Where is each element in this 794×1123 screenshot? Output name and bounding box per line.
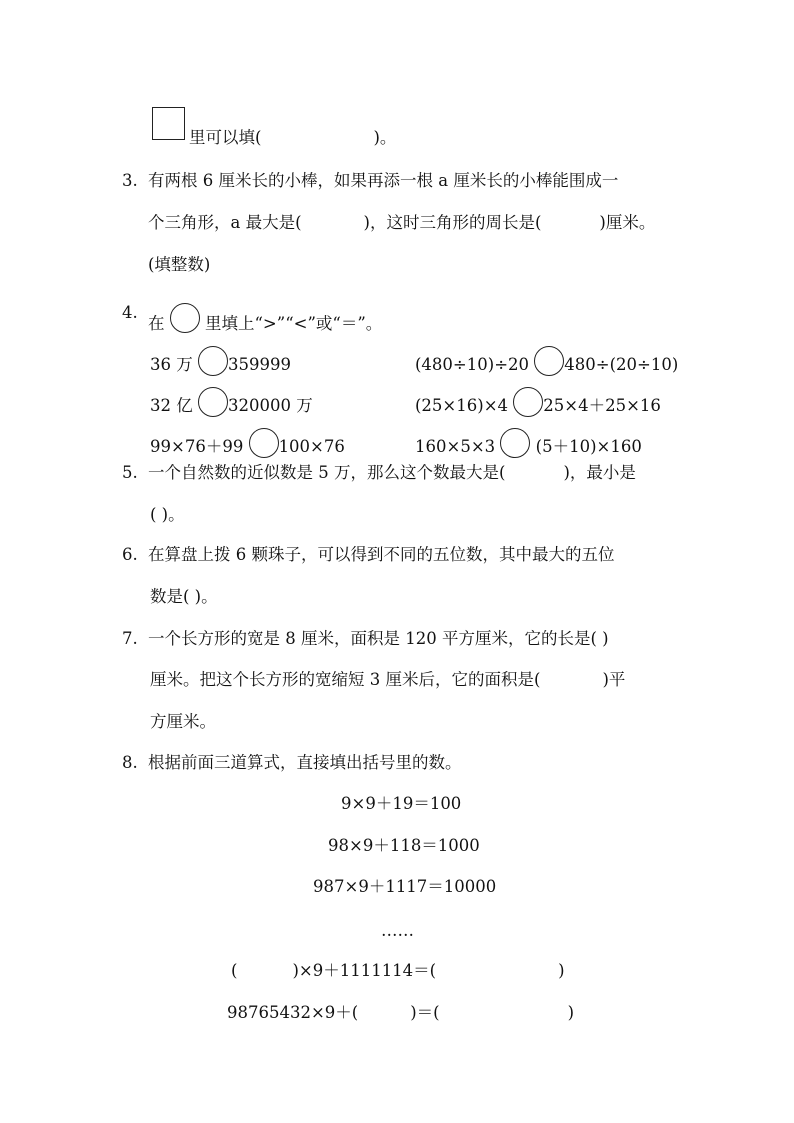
q3-line2: 个三角形，a 最大是( )，这时三角形的周长是( )厘米。	[148, 213, 656, 232]
q4-instruction: 在 里填上“>”“<”或“＝”。	[148, 303, 382, 334]
q8-equation-4: ( )×9＋1111114＝( )	[231, 961, 565, 980]
q4-row2-left: 32 亿 320000 万	[150, 387, 313, 417]
q4-number: 4.	[122, 303, 138, 322]
compare-circle[interactable]	[198, 346, 228, 376]
compare-circle[interactable]	[513, 387, 543, 417]
q5-number: 5.	[122, 463, 138, 482]
q7-line1: 一个长方形的宽是 8 厘米，面积是 120 平方厘米，它的长是( )	[148, 629, 609, 648]
compare-circle[interactable]	[198, 387, 228, 417]
q3-line1: 有两根 6 厘米长的小棒，如果再添一根 a 厘米长的小棒能围成一	[148, 171, 619, 190]
answer-box[interactable]	[152, 107, 185, 140]
q8-equation-2: 98×9＋118＝1000	[328, 836, 480, 855]
q8-equation-5: 98765432×9＋( )＝( )	[227, 1003, 575, 1022]
q6-number: 6.	[122, 545, 138, 564]
q4-row1-right: (480÷10)÷20 480÷(20÷10)	[415, 346, 678, 376]
q7-line3: 方厘米。	[150, 712, 216, 731]
compare-circle[interactable]	[249, 428, 279, 458]
circle-icon	[170, 303, 200, 333]
q4-row1-left: 36 万 359999	[150, 346, 291, 376]
q3-line3: (填整数)	[148, 255, 211, 274]
q6-line2: 数是( )。	[150, 587, 218, 606]
compare-circle[interactable]	[534, 346, 564, 376]
q2-tail-text: 里可以填( )。	[189, 128, 397, 147]
q8-equation-3: 987×9＋1117＝10000	[313, 877, 497, 896]
q8-ellipsis: ……	[381, 921, 414, 940]
q7-number: 7.	[122, 629, 138, 648]
q8-line1: 根据前面三道算式，直接填出括号里的数。	[148, 753, 462, 772]
q6-line1: 在算盘上拨 6 颗珠子，可以得到不同的五位数，其中最大的五位	[148, 545, 615, 564]
q8-equation-1: 9×9＋19＝100	[341, 794, 462, 813]
q5-line2: ( )。	[150, 505, 185, 524]
q4-row3-right: 160×5×3 (5＋10)×160	[415, 428, 642, 458]
q8-number: 8.	[122, 753, 138, 772]
q5-line1: 一个自然数的近似数是 5 万，那么这个数最大是( )，最小是	[148, 463, 636, 482]
compare-circle[interactable]	[500, 428, 530, 458]
q4-row2-right: (25×16)×4 25×4＋25×16	[415, 387, 661, 417]
q4-row3-left: 99×76＋99 100×76	[150, 428, 345, 458]
q7-line2: 厘米。把这个长方形的宽缩短 3 厘米后，它的面积是( )平	[150, 670, 626, 689]
q3-number: 3.	[122, 171, 138, 190]
